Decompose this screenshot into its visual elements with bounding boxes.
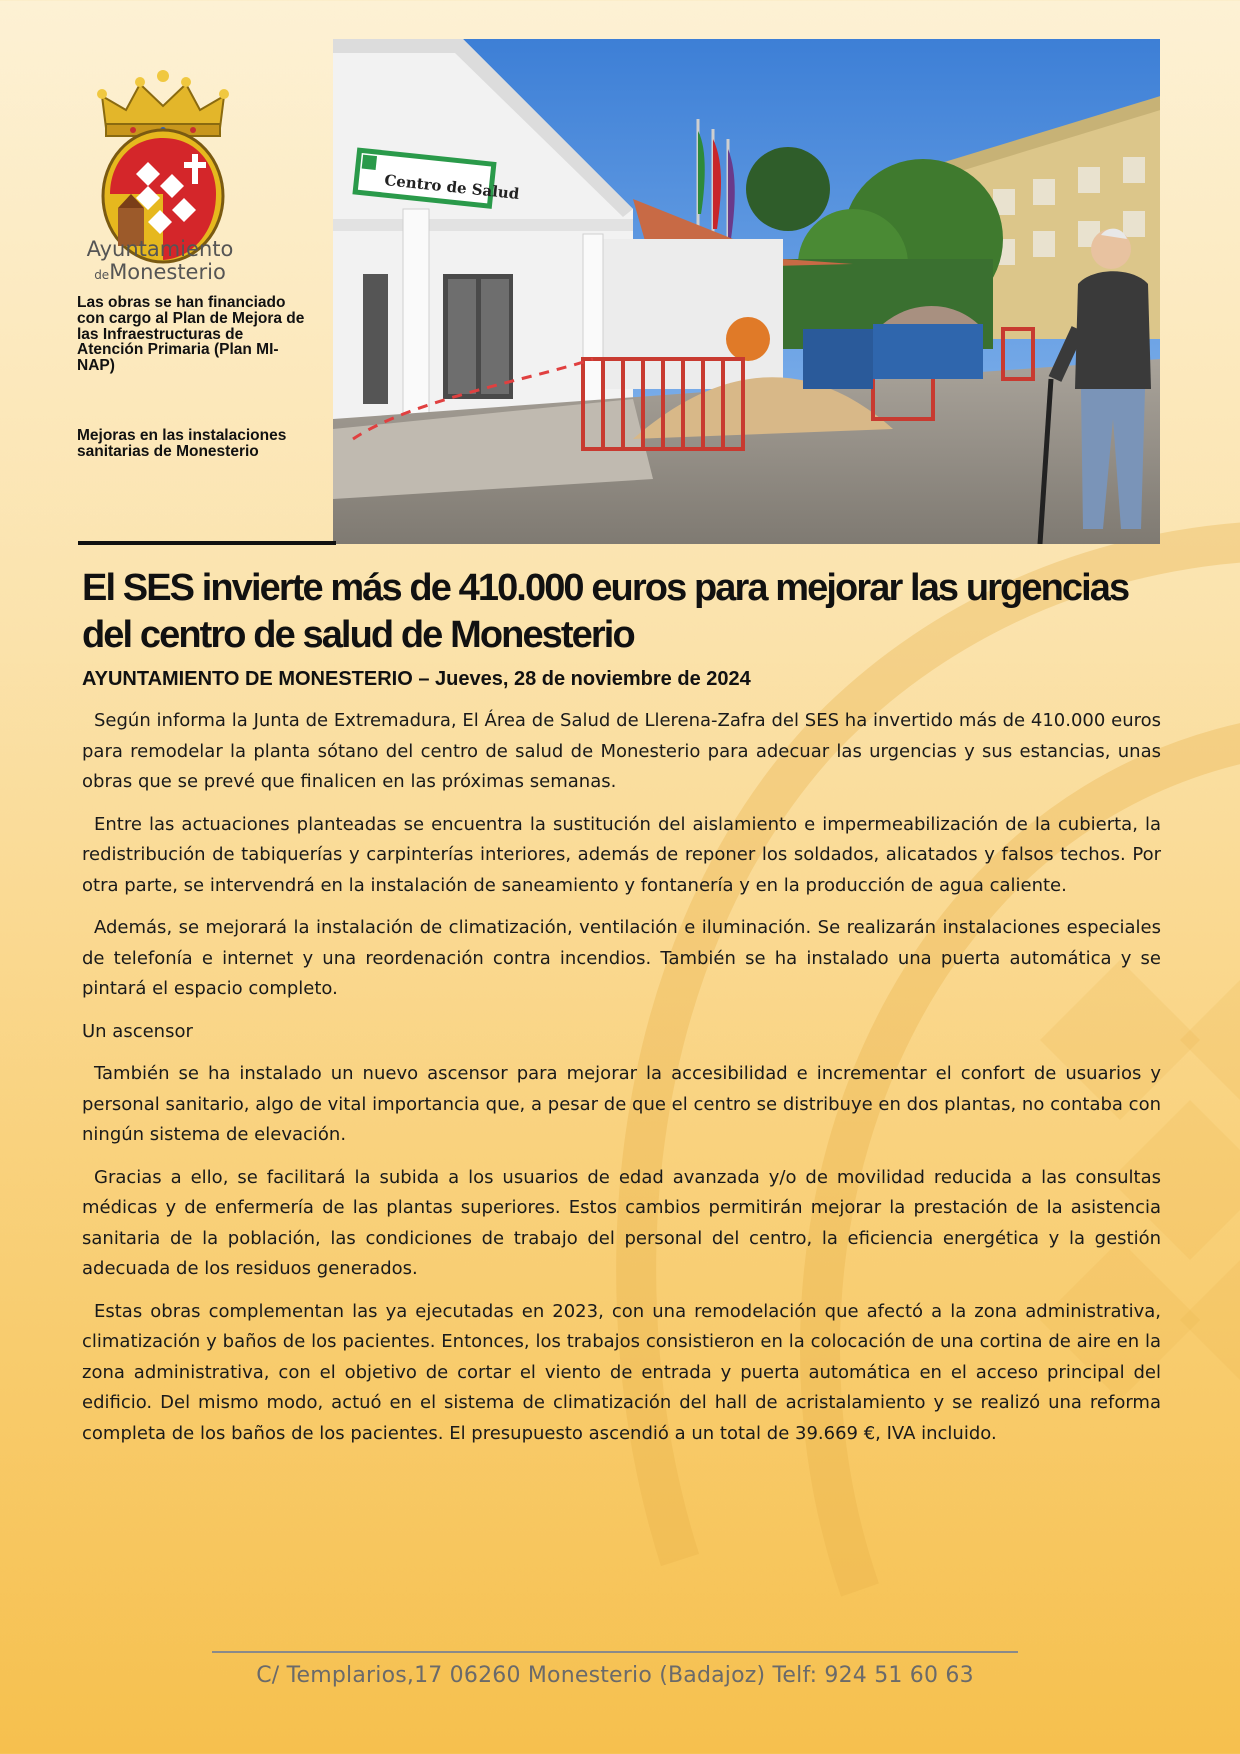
article-paragraph: Además, se mejorará la instalación de climatización, ventilación e iluminación. Se realizarán instalaciones especiales de telefonía e internet y una reordenación contra incendios. También se ha instalado una puerta automática y se pintará el espacio completo. <box>82 917 1161 999</box>
logo-line-2 <box>60 261 260 284</box>
footer-divider <box>212 1651 1018 1653</box>
article-paragraph: Según informa la Junta de Extremadura, El Área de Salud de Llerena-Zafra del SES ha invertido más de 410.000 euros para remodelar la planta sótano del centro de salud de Monesterio para adecuar las urgencias y sus estancias, unas obras que se prevé que finalicen en las próximas semanas. <box>82 710 1161 792</box>
footer-address: C/ Templarios,17 06260 Monesterio (Badajoz) Telf: 924 51 60 63 <box>256 1663 974 1688</box>
article-paragraph: Estas obras complementan las ya ejecutadas en 2023, con una remodelación que afectó a la zona administrativa, climatización y baños de los pacientes. Entonces, los trabajos consistieron en la colocación de una cortina de aire en la zona administrativa, con el objetivo de cortar el viento de entrada y puerta automática en el acceso principal del edificio. Del mismo modo, actuó en el sistema de climatización del hall de acristalamiento y se realizó una reforma completa de los baños de los pacientes. El presupuesto ascendió a un total de 39.669 €, IVA incluido. <box>82 1300 1161 1444</box>
logo-line-1: Ayuntamiento <box>86 237 234 261</box>
article-body <box>82 706 1161 1461</box>
article-headline: El SES invierte más de 410.000 euros para mejorar las urgencias del centro de salud de Monesterio <box>82 567 1129 656</box>
health-center-photo <box>333 39 1160 544</box>
logo-line-2-prefix: de <box>94 268 110 283</box>
sign-text: Centro de Salud <box>383 171 521 204</box>
section-divider <box>78 541 336 545</box>
article-paragraph: Gracias a ello, se facilitará la subida a los usuarios de edad avanzada y/o de movilidad reducida a las consultas médicas y de enfermería de las plantas superiores. Estos cambios permitirán mejorar la prestación de la asistencia sanitaria de la población, las condiciones de trabajo del personal del centro, la eficiencia energética y la gestión adecuada de los residuos generados. <box>82 1166 1161 1279</box>
article-paragraph: Entre las actuaciones planteadas se encuentra la sustitución del aislamiento e impermeabilización de la cubierta, la redistribución de tabiquerías y carpinterías interiores, además de reponer los soldados, alicatados y falsos techos. Por otra parte, se intervendrá en la instalación de saneamiento y fontanería y en la producción de agua caliente. <box>82 813 1161 896</box>
article-paragraph: También se ha instalado un nuevo ascensor para mejorar la accesibilidad e incrementar el confort de usuarios y personal sanitario, algo de vital importancia que, a pesar de que el centro se distribuye en dos plantas, no contaba con ningún sistema de elevación. <box>82 1063 1161 1145</box>
sidebar-note-financing: Las obras se han financiado con cargo al Plan de Mejora de las Infraestructuras de Atención Primaria (Plan MI-NAP) <box>77 294 305 375</box>
crown-icon <box>97 70 229 136</box>
logo-wordmark <box>60 238 260 284</box>
sidebar-note-improvements: Mejoras en las instalaciones sanitarias de Monesterio <box>77 427 287 460</box>
article-subheading: Un ascensor <box>82 1020 193 1042</box>
article-dateline: AYUNTAMIENTO DE MONESTERIO – Jueves, 28 de noviembre de 2024 <box>82 668 751 690</box>
logo-line-2-name: Monesterio <box>109 260 226 285</box>
